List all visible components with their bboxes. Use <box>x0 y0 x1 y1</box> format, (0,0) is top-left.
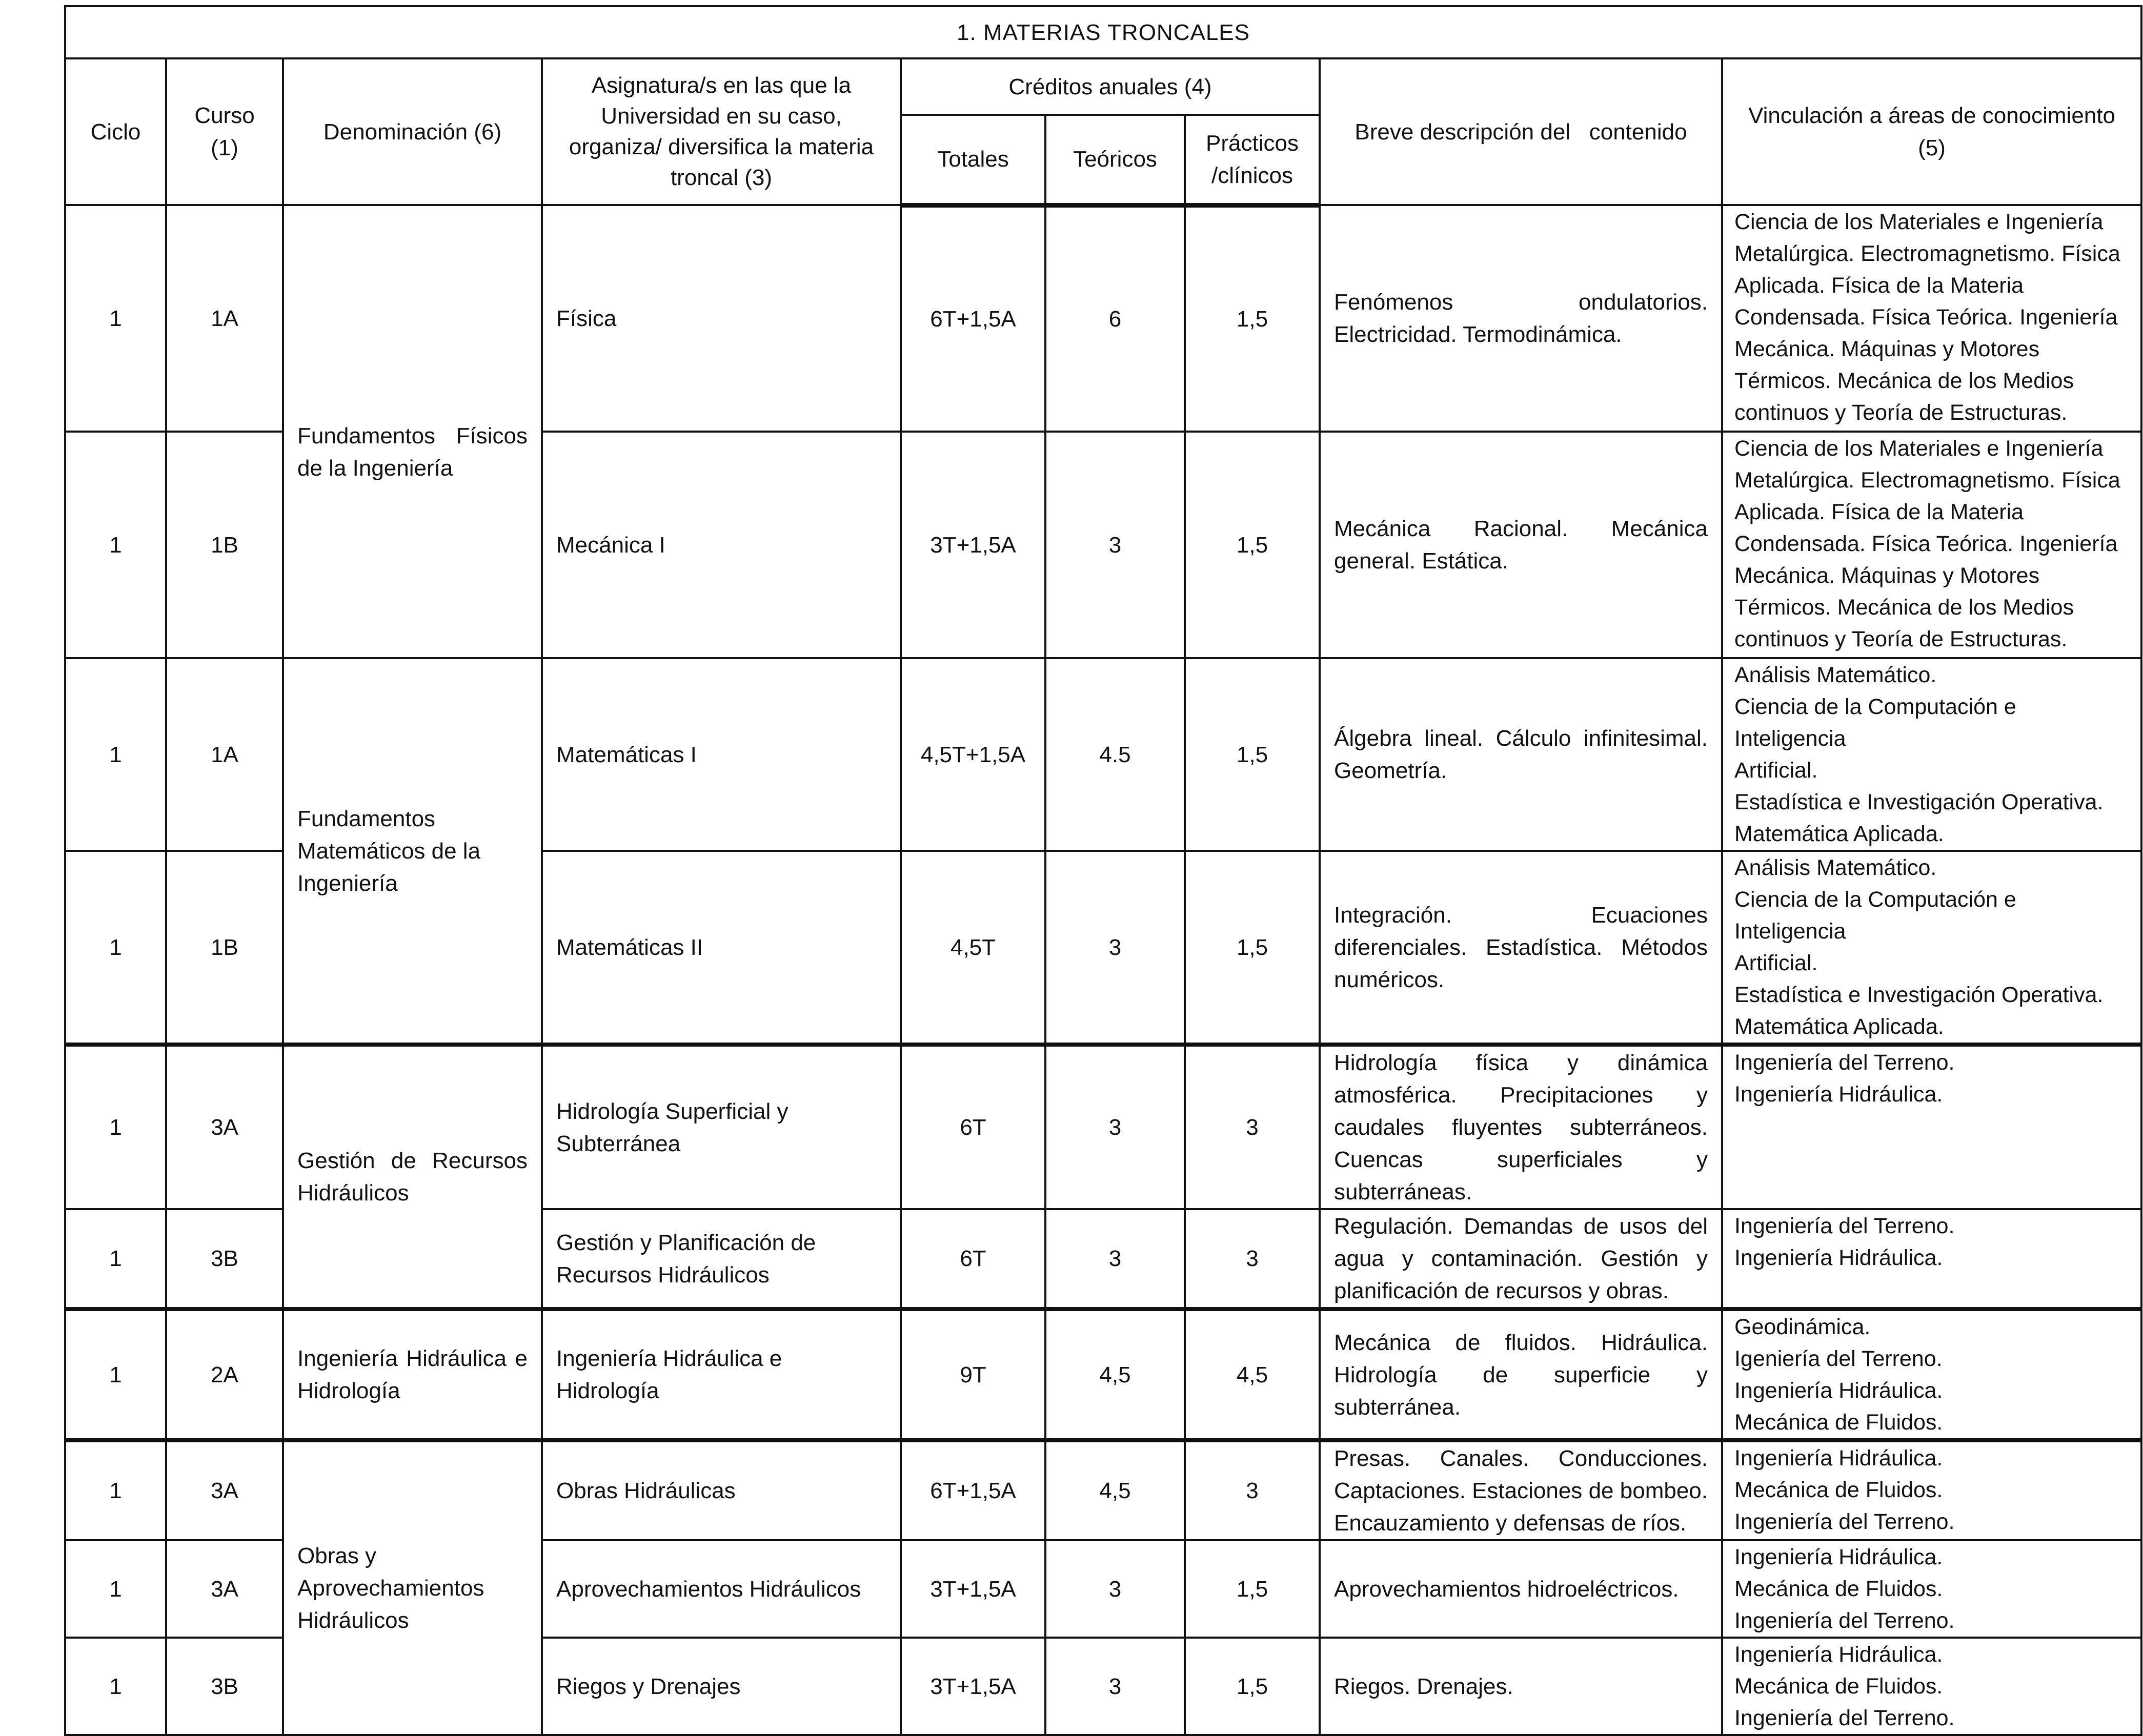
area-line: Geodinámica. <box>1734 1315 1871 1339</box>
header-vinculacion: Vinculación a áreas de conocimiento (5) <box>1722 58 2141 205</box>
denominacion-cell: Obras y Aprovechamientos Hidráulicos <box>283 1440 542 1735</box>
totales-cell: 9T <box>901 1309 1045 1440</box>
header-denominacion: Denominación (6) <box>283 58 542 205</box>
area-line: Matemática Aplicada. <box>1734 1014 1944 1039</box>
area-line: Ingeniería del Terreno. <box>1734 1608 1955 1633</box>
area-line: continuos y Teoría de Estructuras. <box>1734 400 2068 425</box>
area-line: Igeniería del Terreno. <box>1734 1346 1943 1371</box>
totales-cell: 6T <box>901 1045 1045 1209</box>
area-line: Metalúrgica. Electromagnetismo. Física <box>1734 241 2120 266</box>
teoricos-cell: 3 <box>1045 1209 1185 1309</box>
areas-cell <box>1722 432 2141 658</box>
practicos-cell: 3 <box>1185 1209 1320 1309</box>
totales-cell: 3T+1,5A <box>901 1540 1045 1638</box>
teoricos-cell: 3 <box>1045 1045 1185 1209</box>
descripcion-cell: Mecánica Racional. Mecánica general. Estática. <box>1320 432 1722 658</box>
areas-cell <box>1722 1440 2141 1540</box>
totales-cell: 3T+1,5A <box>901 432 1045 658</box>
materias-troncales-table <box>64 5 2142 1736</box>
ciclo-cell: 1 <box>65 205 166 432</box>
descripcion-cell: Álgebra lineal. Cálculo infinitesimal. Geometría. <box>1320 658 1722 851</box>
table-title: 1. MATERIAS TRONCALES <box>65 6 2141 58</box>
asignatura-cell: Gestión y Planificación de Recursos Hidráulicos <box>542 1209 901 1309</box>
area-line: Ingeniería Hidráulica. <box>1734 1446 1943 1471</box>
header-asignaturas: Asignatura/s en las que la Universidad en su caso, organiza/ diversifica la materia troncal (3) <box>542 58 901 205</box>
asignatura-cell: Aprovechamientos Hidráulicos <box>542 1540 901 1638</box>
table-row <box>65 205 2141 432</box>
ciclo-cell: 1 <box>65 1540 166 1638</box>
curso-cell: 3A <box>166 1045 283 1209</box>
area-line: Artificial. <box>1734 951 1818 975</box>
area-line: Ingeniería del Terreno. <box>1734 1214 1955 1238</box>
areas-cell <box>1722 851 2141 1045</box>
area-line: Mecánica. Máquinas y Motores <box>1734 563 2040 588</box>
area-line: Ingeniería Hidráulica. <box>1734 1545 1943 1569</box>
area-line: continuos y Teoría de Estructuras. <box>1734 627 2068 651</box>
curso-cell: 3B <box>166 1638 283 1735</box>
practicos-cell: 3 <box>1185 1045 1320 1209</box>
curso-cell: 1A <box>166 205 283 432</box>
descripcion-cell: Aprovechamientos hidroeléctricos. <box>1320 1540 1722 1638</box>
totales-cell: 6T+1,5A <box>901 205 1045 432</box>
area-line: Mecánica de Fluidos. <box>1734 1410 1943 1435</box>
area-line: Condensada. Física Teórica. Ingeniería <box>1734 532 2118 556</box>
areas-cell <box>1722 1045 2141 1209</box>
ciclo-cell: 1 <box>65 658 166 851</box>
table-row <box>65 1440 2141 1540</box>
teoricos-cell: 3 <box>1045 432 1185 658</box>
area-line: Aplicada. Física de la Materia <box>1734 500 2024 524</box>
area-line: Ciencia de la Computación e Inteligencia <box>1734 695 2016 751</box>
asignatura-cell: Física <box>542 205 901 432</box>
areas-cell <box>1722 658 2141 851</box>
ciclo-cell: 1 <box>65 1440 166 1540</box>
area-line: Ciencia de los Materiales e Ingeniería <box>1734 210 2104 234</box>
denominacion-cell: Fundamentos Matemáticos de la Ingeniería <box>283 658 542 1045</box>
totales-cell: 4,5T <box>901 851 1045 1045</box>
practicos-cell: 1,5 <box>1185 205 1320 432</box>
ciclo-cell: 1 <box>65 432 166 658</box>
table-row <box>65 658 2141 851</box>
table-body <box>65 205 2141 1735</box>
header-practicos: Prácticos /clínicos <box>1185 115 1320 205</box>
area-line: Térmicos. Mecánica de los Medios <box>1734 595 2074 620</box>
asignatura-cell: Ingeniería Hidráulica e Hidrología <box>542 1309 901 1440</box>
curso-cell: 2A <box>166 1309 283 1440</box>
curso-cell: 1A <box>166 658 283 851</box>
curso-cell: 1B <box>166 432 283 658</box>
asignatura-cell: Matemáticas I <box>542 658 901 851</box>
descripcion-cell: Mecánica de fluidos. Hidráulica. Hidrología de superficie y subterránea. <box>1320 1309 1722 1440</box>
area-line: Ingeniería Hidráulica. <box>1734 1378 1943 1403</box>
area-line: Ingeniería Hidráulica. <box>1734 1642 1943 1667</box>
areas-cell <box>1722 1638 2141 1735</box>
descripcion-cell: Riegos. Drenajes. <box>1320 1638 1722 1735</box>
header-descripcion: Breve descripción del contenido <box>1320 58 1722 205</box>
asignatura-cell: Matemáticas II <box>542 851 901 1045</box>
teoricos-cell: 4,5 <box>1045 1309 1185 1440</box>
teoricos-cell: 3 <box>1045 851 1185 1045</box>
area-line: Estadística e Investigación Operativa. <box>1734 983 2104 1007</box>
descripcion-cell: Fenómenos ondulatorios. Electricidad. Termodinámica. <box>1320 205 1722 432</box>
curso-cell: 3A <box>166 1540 283 1638</box>
curso-cell: 3A <box>166 1440 283 1540</box>
totales-cell: 3T+1,5A <box>901 1638 1045 1735</box>
ciclo-cell: 1 <box>65 1045 166 1209</box>
area-line: Ciencia de los Materiales e Ingeniería <box>1734 436 2104 461</box>
practicos-cell: 3 <box>1185 1440 1320 1540</box>
curso-cell: 3B <box>166 1209 283 1309</box>
ciclo-cell: 1 <box>65 1638 166 1735</box>
teoricos-cell: 3 <box>1045 1638 1185 1735</box>
asignatura-cell: Obras Hidráulicas <box>542 1440 901 1540</box>
totales-cell: 6T+1,5A <box>901 1440 1045 1540</box>
header-ciclo: Ciclo <box>65 58 166 205</box>
areas-cell <box>1722 1309 2141 1440</box>
denominacion-cell: Gestión de Recursos Hidráulicos <box>283 1045 542 1309</box>
area-line: Matemática Aplicada. <box>1734 822 1944 846</box>
area-line: Artificial. <box>1734 758 1818 783</box>
descripcion-cell: Regulación. Demandas de usos del agua y contaminación. Gestión y planificación de recursos y obras. <box>1320 1209 1722 1309</box>
areas-cell <box>1722 1540 2141 1638</box>
asignatura-cell: Hidrología Superficial y Subterránea <box>542 1045 901 1209</box>
ciclo-cell: 1 <box>65 851 166 1045</box>
area-line: Ingeniería del Terreno. <box>1734 1509 1955 1534</box>
practicos-cell: 1,5 <box>1185 658 1320 851</box>
area-line: Estadística e Investigación Operativa. <box>1734 790 2104 814</box>
ciclo-cell: 1 <box>65 1309 166 1440</box>
practicos-cell: 1,5 <box>1185 432 1320 658</box>
area-line: Térmicos. Mecánica de los Medios <box>1734 369 2074 393</box>
teoricos-cell: 4.5 <box>1045 658 1185 851</box>
teoricos-cell: 6 <box>1045 205 1185 432</box>
area-line: Mecánica de Fluidos. <box>1734 1478 1943 1502</box>
areas-cell <box>1722 205 2141 432</box>
practicos-cell: 1,5 <box>1185 851 1320 1045</box>
header-curso: Curso (1) <box>166 58 283 205</box>
descripcion-cell: Presas. Canales. Conducciones. Captaciones. Estaciones de bombeo. Encauzamiento y defensas de ríos. <box>1320 1440 1722 1540</box>
descripcion-cell: Hidrología física y dinámica atmosférica. Precipitaciones y caudales fluyentes subterráneos. Cuencas superficiales y subterráneas. <box>1320 1045 1722 1209</box>
area-line: Mecánica de Fluidos. <box>1734 1577 1943 1601</box>
header-creditos: Créditos anuales (4) <box>901 58 1320 115</box>
ciclo-cell: 1 <box>65 1209 166 1309</box>
area-line: Ingeniería Hidráulica. <box>1734 1245 1943 1270</box>
table-row <box>65 1045 2141 1209</box>
header-totales: Totales <box>901 115 1045 205</box>
curso-cell: 1B <box>166 851 283 1045</box>
area-line: Aplicada. Física de la Materia <box>1734 273 2024 298</box>
area-line: Ingeniería del Terreno. <box>1734 1050 1955 1075</box>
practicos-cell: 1,5 <box>1185 1540 1320 1638</box>
area-line: Ciencia de la Computación e Inteligencia <box>1734 887 2016 944</box>
area-line: Análisis Matemático. <box>1734 855 1937 880</box>
area-line: Mecánica de Fluidos. <box>1734 1674 1943 1699</box>
descripcion-cell: Integración. Ecuaciones diferenciales. Estadística. Métodos numéricos. <box>1320 851 1722 1045</box>
asignatura-cell: Mecánica I <box>542 432 901 658</box>
teoricos-cell: 4,5 <box>1045 1440 1185 1540</box>
area-line: Mecánica. Máquinas y Motores <box>1734 337 2040 361</box>
area-line: Metalúrgica. Electromagnetismo. Física <box>1734 468 2120 493</box>
table-row <box>65 1309 2141 1440</box>
areas-cell <box>1722 1209 2141 1309</box>
practicos-cell: 4,5 <box>1185 1309 1320 1440</box>
document-sheet <box>64 5 2140 1736</box>
area-line: Análisis Matemático. <box>1734 663 1937 687</box>
area-line: Ingeniería del Terreno. <box>1734 1706 1955 1730</box>
header-teoricos: Teóricos <box>1045 115 1185 205</box>
practicos-cell: 1,5 <box>1185 1638 1320 1735</box>
area-line: Condensada. Física Teórica. Ingeniería <box>1734 305 2118 330</box>
teoricos-cell: 3 <box>1045 1540 1185 1638</box>
denominacion-cell: Fundamentos Físicos de la Ingeniería <box>283 205 542 658</box>
totales-cell: 6T <box>901 1209 1045 1309</box>
asignatura-cell: Riegos y Drenajes <box>542 1638 901 1735</box>
totales-cell: 4,5T+1,5A <box>901 658 1045 851</box>
denominacion-cell: Ingeniería Hidráulica e Hidrología <box>283 1309 542 1440</box>
area-line: Ingeniería Hidráulica. <box>1734 1082 1943 1107</box>
